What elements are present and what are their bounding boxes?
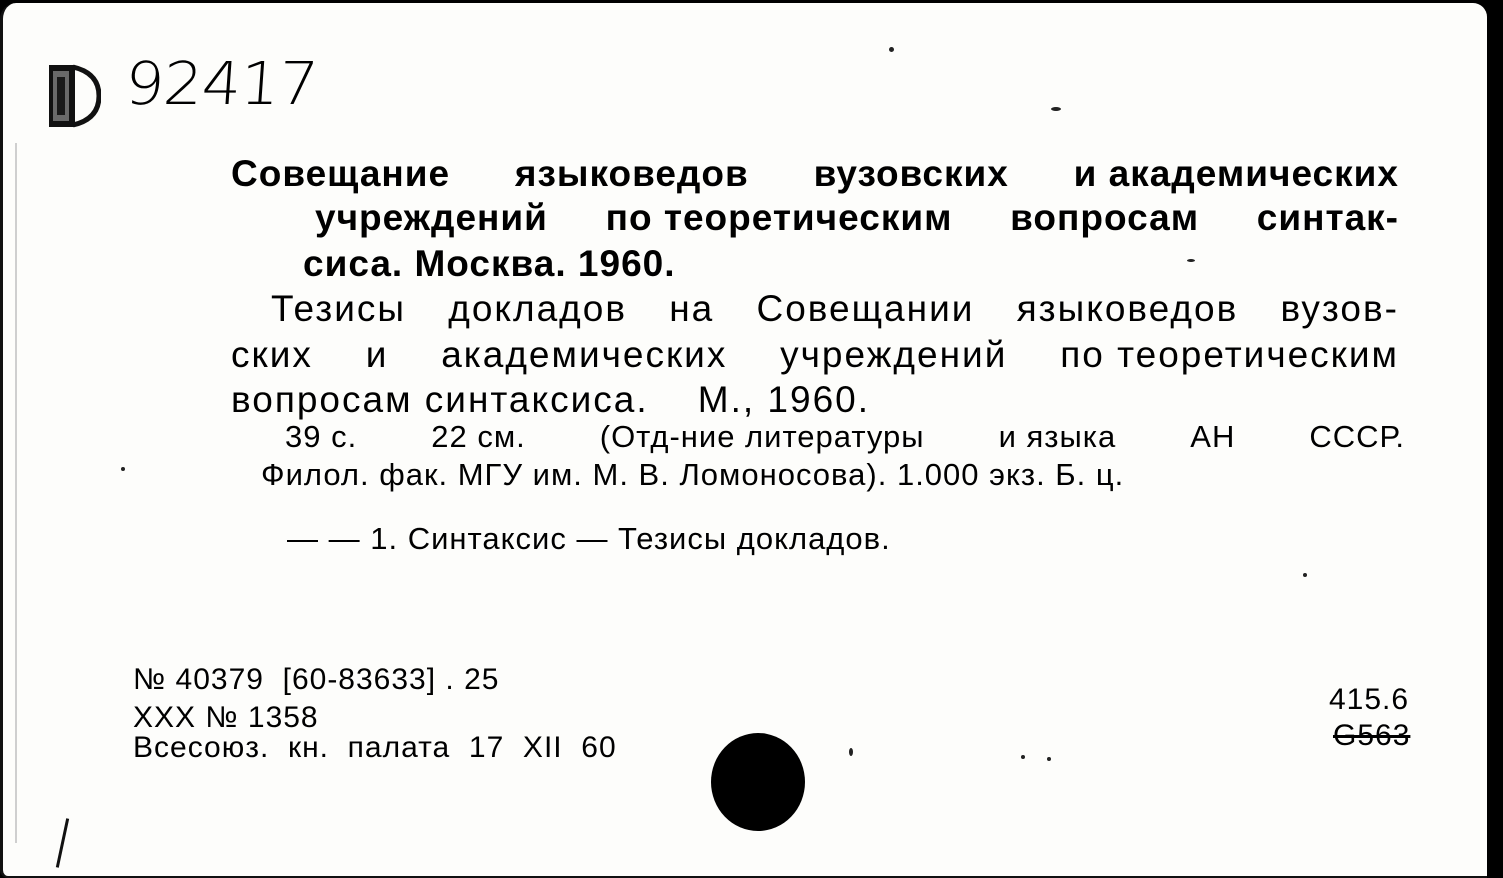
imprint-item: (Отд-ние литературы	[599, 419, 925, 454]
title-word: ских	[231, 334, 313, 375]
scan-border	[1487, 0, 1503, 878]
ink-speck	[1303, 573, 1307, 577]
heading-word: синтак-	[1256, 197, 1399, 238]
catalog-card	[0, 3, 1487, 878]
title-word: Совещании	[756, 288, 975, 329]
ink-speck	[1051, 107, 1061, 111]
heading-line-1	[231, 155, 1399, 192]
heading-line-3: сиса. Москва. 1960.	[303, 243, 676, 284]
punch-hole	[711, 733, 805, 831]
imprint-item: и языка	[998, 419, 1117, 454]
imprint-item: СССР.	[1309, 419, 1405, 454]
title-line-3: вопросам синтаксиса. М., 1960.	[231, 379, 871, 420]
heading-word: языковедов	[514, 153, 749, 194]
ink-speck	[1047, 757, 1051, 761]
heading-word: учреждений	[315, 197, 548, 238]
title-line-2	[231, 336, 1399, 373]
ink-speck	[1187, 259, 1195, 262]
registry-line-2: XXX № 1358	[133, 701, 319, 734]
heading-line-2	[315, 199, 1399, 236]
title-word: академических	[441, 334, 728, 375]
title-word: вузов-	[1280, 288, 1399, 329]
imprint-item: АН	[1190, 419, 1236, 454]
inventory-number: 92417	[122, 48, 320, 119]
heading-word: Совещание	[231, 153, 451, 194]
title-word: учреждений	[780, 334, 1008, 375]
imprint-line-2: Филол. фак. МГУ им. М. В. Ломоносова). 1.000 экз. Б. ц.	[261, 457, 1125, 492]
imprint-line-1	[285, 421, 1405, 452]
imprint-item: 39 с.	[285, 419, 358, 454]
title-word: Тезисы	[271, 288, 407, 329]
heading-word: вопросам	[1010, 197, 1200, 238]
left-edge-rule	[15, 143, 17, 843]
title-line-1	[271, 290, 1399, 327]
title-word: на	[669, 288, 715, 329]
imprint-item: 22 см.	[431, 419, 526, 454]
classification-code: G563	[1333, 719, 1411, 752]
title-word: языковедов	[1016, 288, 1239, 329]
title-word: по теоретическим	[1060, 334, 1399, 375]
registry-line-3: Всесоюз. кн. палата 17 XII 60	[133, 731, 617, 764]
subject-heading: — — 1. Синтаксис — Тезисы докладов.	[287, 521, 891, 556]
library-stamp-icon	[47, 63, 101, 129]
ink-speck	[1021, 755, 1025, 759]
heading-word: и академических	[1073, 153, 1399, 194]
registry-line-1: № 40379 [60-83633] . 25	[133, 663, 500, 696]
classification-number: 415.6	[1329, 683, 1410, 716]
title-word: докладов	[448, 288, 628, 329]
ink-speck	[121, 467, 125, 471]
ink-speck	[849, 748, 853, 756]
heading-word: вузовских	[813, 153, 1009, 194]
title-word: и	[365, 334, 389, 375]
handwritten-slash	[56, 818, 69, 868]
ink-speck	[889, 47, 894, 52]
heading-word: по теоретическим	[605, 197, 953, 238]
